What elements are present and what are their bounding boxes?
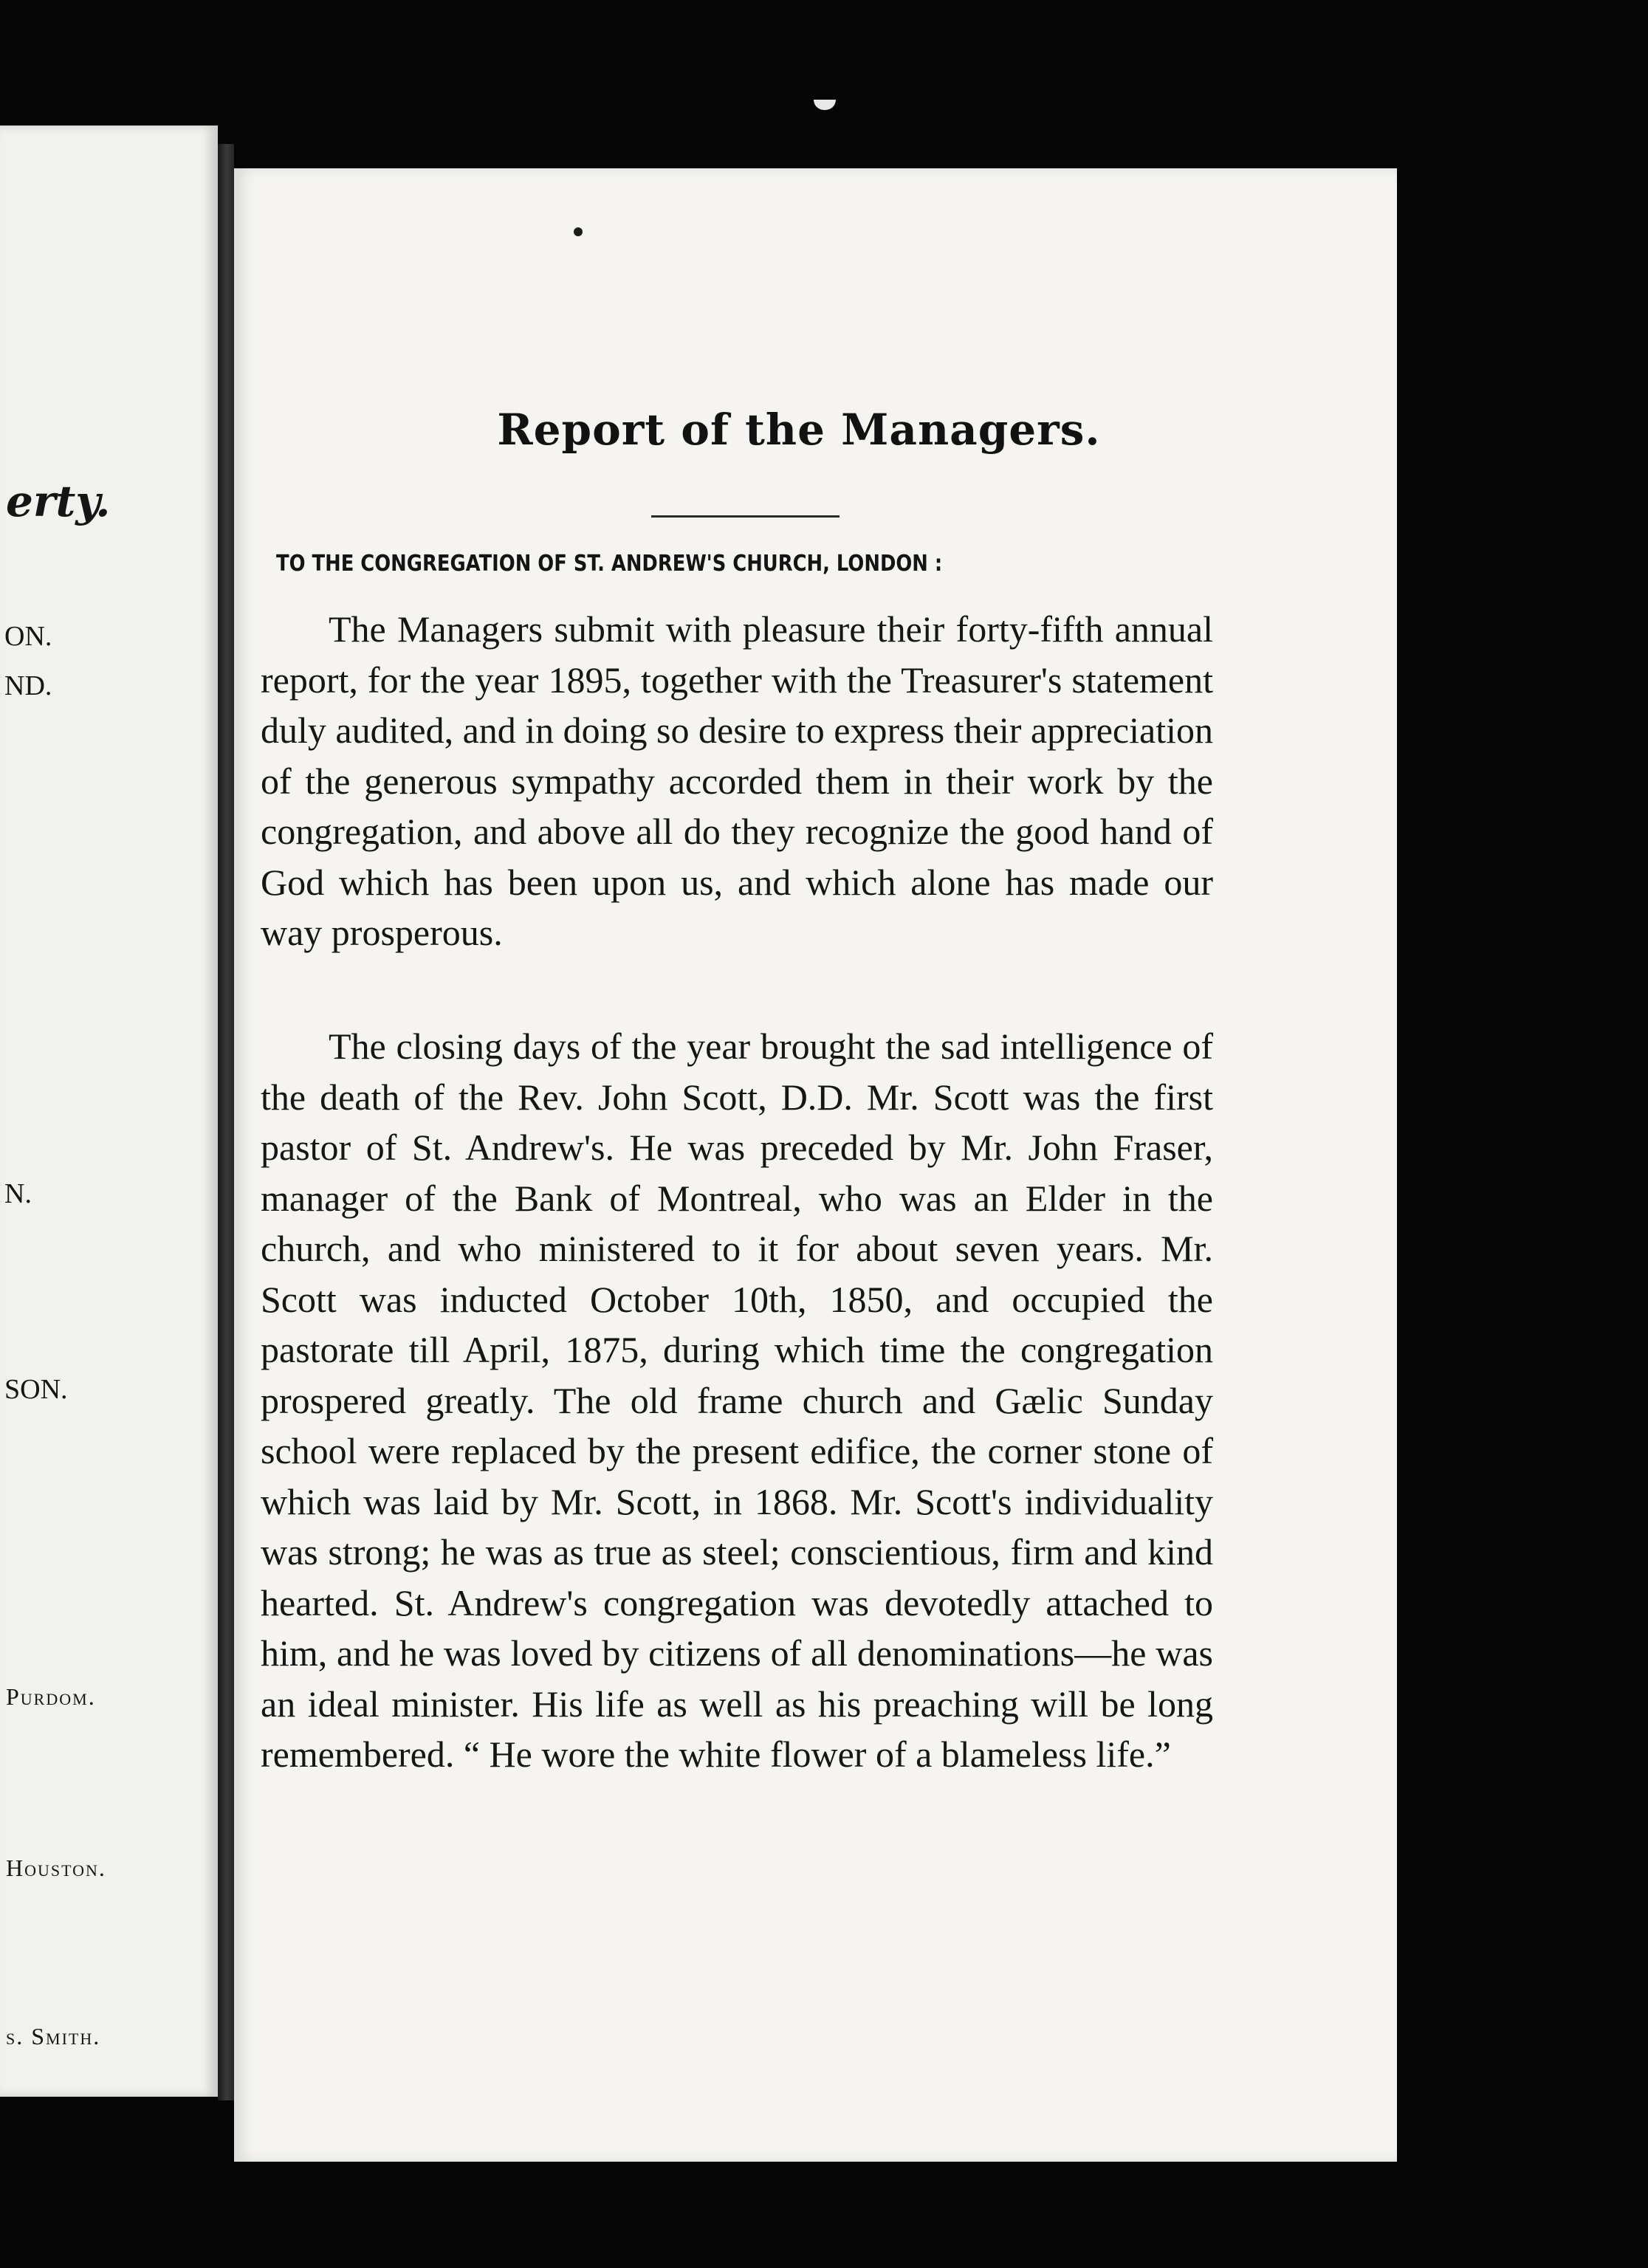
left-page-title-fragment: erty. bbox=[6, 476, 111, 526]
scan-artifact-mark bbox=[814, 100, 836, 110]
left-page-line: SON. bbox=[4, 1374, 68, 1405]
body-paragraph: The closing days of the year brought the sad intelligence of the death of the Rev. John Scott, D.D. Mr. Scott was the first pastor of St. Andrew's. He was preceded by Mr. John Fraser, manager of the Bank of Montreal, who was an Elder in the church, and who ministered to it for about seven years. Mr. Scott was inducted October 10th, 1850, and occupied the pastorate till April, 1875, during which time the congregation prospered greatly. The old frame church and Gælic Sunday school were replaced by the present edifice, the corner stone of which was laid by Mr. Scott, in 1868. Mr. Scott's individuality was strong; he was as true as steel; conscientious, firm and kind hearted. St. Andrew's congregation was devotedly attached to him, and he was loved by citizens of all denominations—he was an ideal minister. His life as well as his preaching will be long remembered. “ He wore the white flower of a blameless life.” bbox=[261, 1025, 1213, 1775]
left-page-line: s. Smith. bbox=[6, 2023, 101, 2049]
left-page-fragment bbox=[0, 126, 218, 2097]
page-title: Report of the Managers. bbox=[497, 405, 1101, 455]
body-paragraph: The Managers submit with pleasure their forty-fifth annual report, for the year 1895, together with the Treasurer's statement duly audited, and in doing so desire to express their appreciation of the generous sympathy accorded them in their work by the congregation, and above all do they recognize the good hand of God which has been upon us, and which alone has made our way prosperous. bbox=[261, 608, 1213, 953]
print-mark-dot bbox=[574, 227, 583, 236]
left-page-line: ND. bbox=[4, 670, 52, 701]
left-page-line: Purdom. bbox=[6, 1683, 96, 1710]
left-page-line: Houston. bbox=[6, 1855, 106, 1881]
salutation-heading: TO THE CONGREGATION OF ST. ANDREW'S CHURCH, LONDON : bbox=[276, 551, 943, 577]
book-gutter bbox=[218, 144, 234, 2100]
scan-background-edge bbox=[1397, 0, 1648, 2268]
right-page bbox=[234, 168, 1397, 2162]
left-page-line: N. bbox=[4, 1178, 32, 1209]
title-divider bbox=[651, 515, 840, 518]
left-page-line: ON. bbox=[4, 621, 52, 652]
